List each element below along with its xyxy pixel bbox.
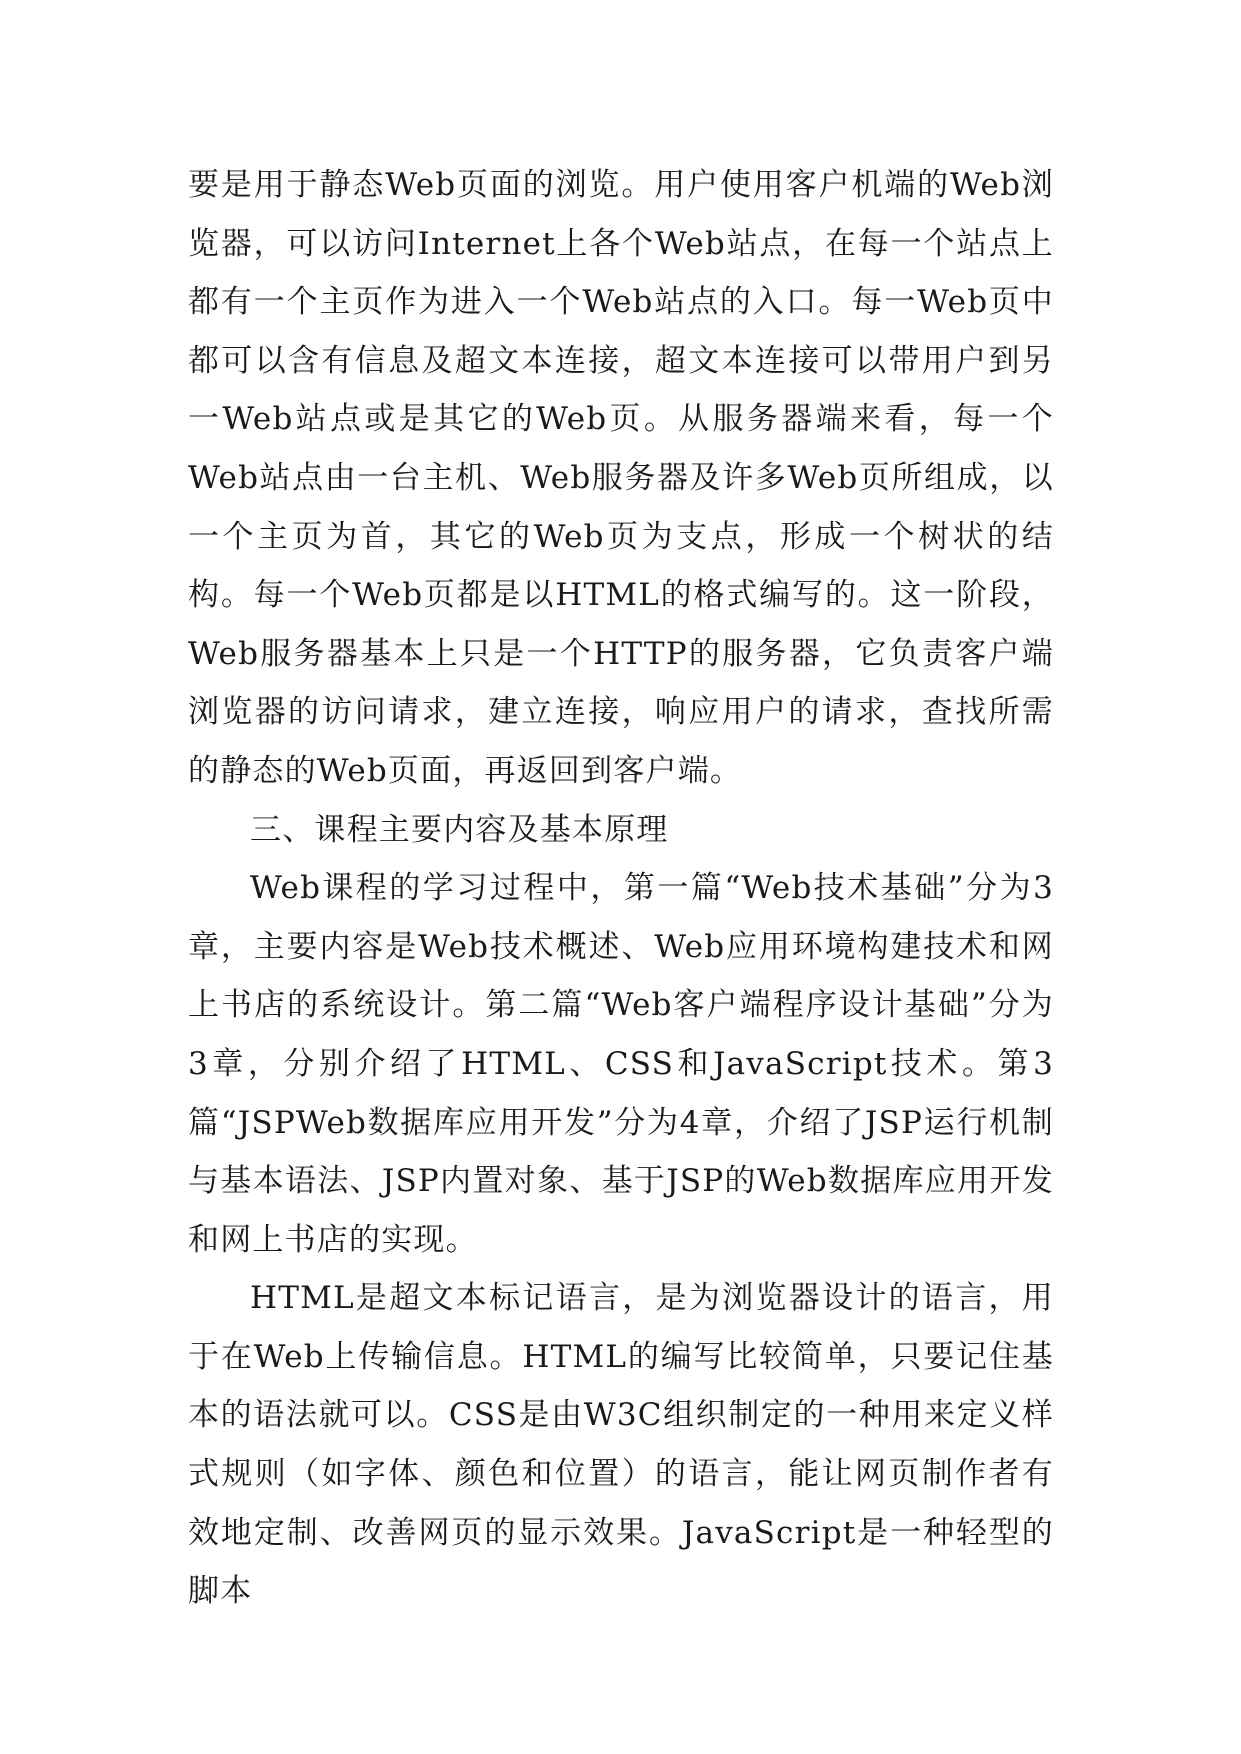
section-heading: 三、课程主要内容及基本原理: [250, 811, 669, 848]
paragraph-web-browsing: 要是用于静态Web页面的浏览。用户使用客户机端的Web浏览器，可以访问Internet上各个Web站点，在每一个站点上都有一个主页作为进入一个Web站点的入口。每一Web页中都可以含有信息及超文本连接，超文本连接可以带用户到另一Web站点或是其它的Web页。从服务器端来看，每一个Web站点由一台主机、Web服务器及许多Web页所组成，以一个主页为首，其它的Web页为支点，形成一个树状的结构。每一个Web页都是以HTML的格式编写的。这一阶段，Web服务器基本上只是一个HTTP的服务器，它负责客户端浏览器的访问请求，建立连接，响应用户的请求，查找所需的静态的Web页面，再返回到客户端。: [188, 167, 1054, 789]
document-body: [188, 156, 1054, 1621]
paragraph-course-content: Web课程的学习过程中，第一篇“Web技术基础”分为3章，主要内容是Web技术概述、Web应用环境构建技术和网上书店的系统设计。第二篇“Web客户端程序设计基础”分为3章，分别介绍了HTML、CSS和JavaScript技术。第3篇“JSPWeb数据库应用开发”分为4章，介绍了JSP运行机制与基本语法、JSP内置对象、基于JSP的Web数据库应用开发和网上书店的实现。: [188, 870, 1054, 1258]
paragraph-html-css-javascript: HTML是超文本标记语言，是为浏览器设计的语言，用于在Web上传输信息。HTML的编写比较简单，只要记住基本的语法就可以。CSS是由W3C组织制定的一种用来定义样式规则（如字体、颜色和位置）的语言，能让网页制作者有效地定制、改善网页的显示效果。JavaScript是一种轻型的脚本: [188, 1280, 1054, 1610]
